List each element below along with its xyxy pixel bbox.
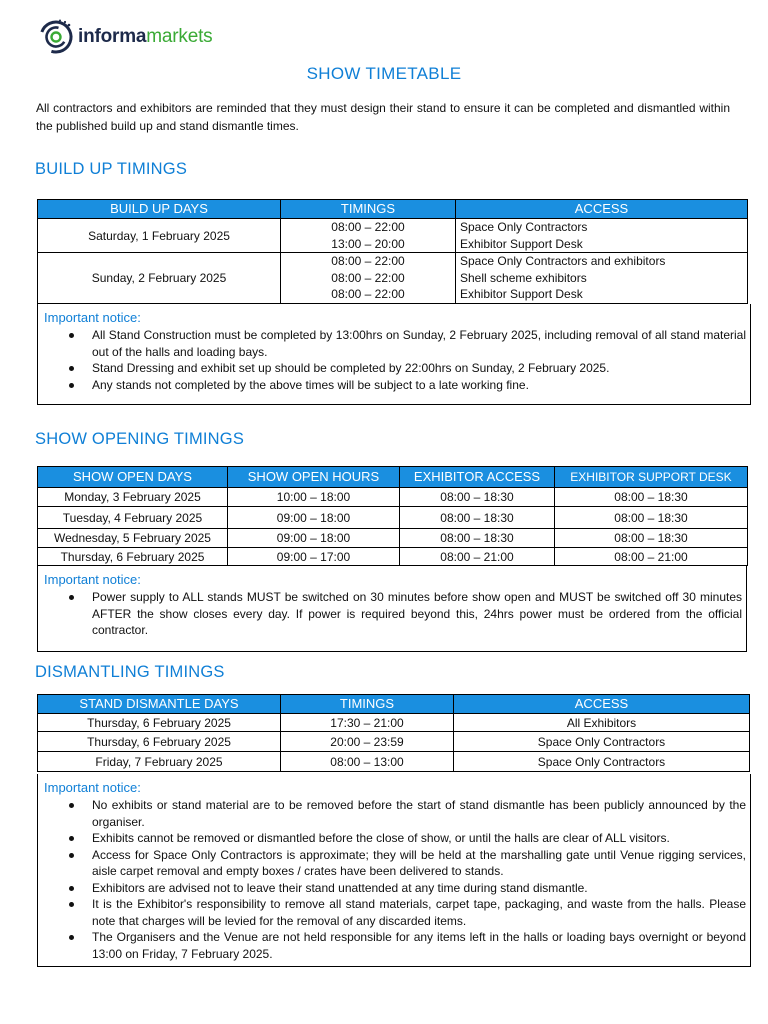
list-item: Access for Space Only Contractors is approximate; they will be held at the marshalling gate until Venue rigging services, aisle carpet removal and empty boxes / crates have been delivered to stands.: [92, 847, 746, 878]
informa-markets-logo: [38, 19, 212, 55]
build-up-access-cell: [456, 253, 748, 304]
show-hours: 10:00 – 18:00: [228, 488, 400, 507]
show-support-desk: 08:00 – 21:00: [555, 548, 748, 566]
table-row: [38, 548, 748, 566]
show-day: Monday, 3 February 2025: [38, 488, 228, 507]
logo-rings-icon: [38, 19, 74, 55]
show-exhibitor-access: 08:00 – 18:30: [400, 529, 555, 548]
timing-line: 08:00 – 22:00: [331, 270, 405, 285]
show-day: Wednesday, 5 February 2025: [38, 529, 228, 548]
build-up-notice: [37, 304, 751, 405]
show-header-hours: SHOW OPEN HOURS: [228, 467, 400, 488]
list-item: Any stands not completed by the above times will be subject to a late working fine.: [92, 377, 746, 394]
dismantling-table: [37, 694, 750, 772]
build-up-day: Sunday, 2 February 2025: [38, 253, 281, 304]
list-item: It is the Exhibitor's responsibility to remove all stand materials, carpet tape, packaging, and waste from the halls. Please note that charges will be levied for the removal of any discarded items.: [92, 897, 746, 928]
dismantle-timings: 08:00 – 13:00: [281, 752, 454, 772]
dismantle-timings: 20:00 – 23:59: [281, 732, 454, 752]
notice-title: Important notice:: [44, 310, 141, 325]
table-row: [38, 219, 748, 253]
show-hours: 09:00 – 17:00: [228, 548, 400, 566]
notice-list: [44, 327, 746, 393]
show-hours: 09:00 – 18:00: [228, 507, 400, 529]
table-row: [38, 253, 748, 304]
list-item: Exhibitors are advised not to leave their stand unattended at any time during stand dismantle.: [92, 880, 746, 897]
table-row: [38, 529, 748, 548]
access-line: Exhibitor Support Desk: [460, 287, 583, 301]
dismantle-day: Thursday, 6 February 2025: [38, 714, 281, 732]
dismantle-header-days: STAND DISMANTLE DAYS: [38, 695, 281, 714]
dismantle-day: Thursday, 6 February 2025: [38, 732, 281, 752]
logo-word-markets: markets: [146, 26, 213, 47]
build-up-table: [37, 199, 748, 304]
list-item: Stand Dressing and exhibit set up should be completed by 22:00hrs on Sunday, 2 February 2025.: [92, 360, 746, 377]
show-exhibitor-access: 08:00 – 21:00: [400, 548, 555, 566]
show-support-desk: 08:00 – 18:30: [555, 529, 748, 548]
timing-line: 13:00 – 20:00: [331, 236, 405, 251]
table-row: [38, 752, 750, 772]
logo-word-informa: informa: [78, 26, 147, 47]
logo-wordmark: [78, 26, 212, 48]
show-hours: 09:00 – 18:00: [228, 529, 400, 548]
build-up-day: Saturday, 1 February 2025: [38, 219, 281, 253]
build-up-header-days: BUILD UP DAYS: [38, 200, 281, 219]
show-opening-table: [37, 466, 748, 566]
build-up-header-access: ACCESS: [456, 200, 748, 219]
timing-line: 08:00 – 22:00: [331, 287, 405, 301]
notice-title: Important notice:: [44, 780, 141, 795]
show-exhibitor-access: 08:00 – 18:30: [400, 507, 555, 529]
show-support-desk: 08:00 – 18:30: [555, 507, 748, 529]
access-line: Shell scheme exhibitors: [460, 270, 587, 285]
intro-paragraph: All contractors and exhibitors are reminded that they must design their stand to ensure it can be completed and dismantled within the published build up and stand dismantle times.: [36, 101, 730, 133]
access-line: Space Only Contractors and exhibitors: [460, 254, 666, 268]
access-line: Exhibitor Support Desk: [460, 236, 583, 251]
list-item: Exhibits cannot be removed or dismantled before the close of show, or until the halls are clear of ALL visitors.: [92, 830, 746, 847]
timing-line: 08:00 – 22:00: [331, 220, 405, 234]
table-row: [38, 732, 750, 752]
build-up-header-timings: TIMINGS: [281, 200, 456, 219]
timing-line: 08:00 – 22:00: [331, 254, 405, 268]
show-opening-heading: SHOW OPENING TIMINGS: [35, 430, 245, 448]
list-item: The Organisers and the Venue are not held responsible for any items left in the halls or loading bays overnight or beyond 13:00 on Friday, 7 February 2025.: [92, 930, 746, 961]
build-up-access-cell: [456, 219, 748, 253]
list-item: No exhibits or stand material are to be removed before the start of stand dismantle has been publicly announced by the organiser.: [92, 798, 746, 829]
table-row: [38, 507, 748, 529]
show-day: Tuesday, 4 February 2025: [38, 507, 228, 529]
dismantle-access: All Exhibitors: [454, 714, 750, 732]
show-day: Thursday, 6 February 2025: [38, 548, 228, 566]
list-item: All Stand Construction must be completed by 13:00hrs on Sunday, 2 February 2025, including removal of all stand material out of the halls and loading bays.: [92, 328, 746, 359]
access-line: Space Only Contractors: [460, 220, 588, 234]
dismantle-header-timings: TIMINGS: [281, 695, 454, 714]
show-header-support-desk: EXHIBITOR SUPPORT DESK: [555, 467, 748, 488]
page-title: SHOW TIMETABLE: [306, 64, 462, 83]
show-opening-notice: [37, 566, 747, 652]
table-row: [38, 488, 748, 507]
dismantling-heading: DISMANTLING TIMINGS: [35, 663, 225, 681]
build-up-timings-cell: [281, 253, 456, 304]
notice-title: Important notice:: [44, 572, 141, 587]
notice-list: [44, 589, 742, 639]
build-up-timings-cell: [281, 219, 456, 253]
dismantle-access: Space Only Contractors: [454, 732, 750, 752]
dismantle-access: Space Only Contractors: [454, 752, 750, 772]
dismantle-timings: 17:30 – 21:00: [281, 714, 454, 732]
dismantling-notice: [37, 774, 751, 967]
show-support-desk: 08:00 – 18:30: [555, 488, 748, 507]
show-exhibitor-access: 08:00 – 18:30: [400, 488, 555, 507]
list-item: Power supply to ALL stands MUST be switched on 30 minutes before show open and MUST be switched off 30 minutes AFTER the show closes every day. If power is required beyond this, 24hrs power must be ordered from the official contractor.: [92, 590, 742, 637]
notice-list: [44, 797, 746, 962]
dismantle-day: Friday, 7 February 2025: [38, 752, 281, 772]
show-header-exhibitor-access: EXHIBITOR ACCESS: [400, 467, 555, 488]
show-header-days: SHOW OPEN DAYS: [38, 467, 228, 488]
build-up-heading: BUILD UP TIMINGS: [35, 160, 188, 178]
table-row: [38, 714, 750, 732]
dismantle-header-access: ACCESS: [454, 695, 750, 714]
